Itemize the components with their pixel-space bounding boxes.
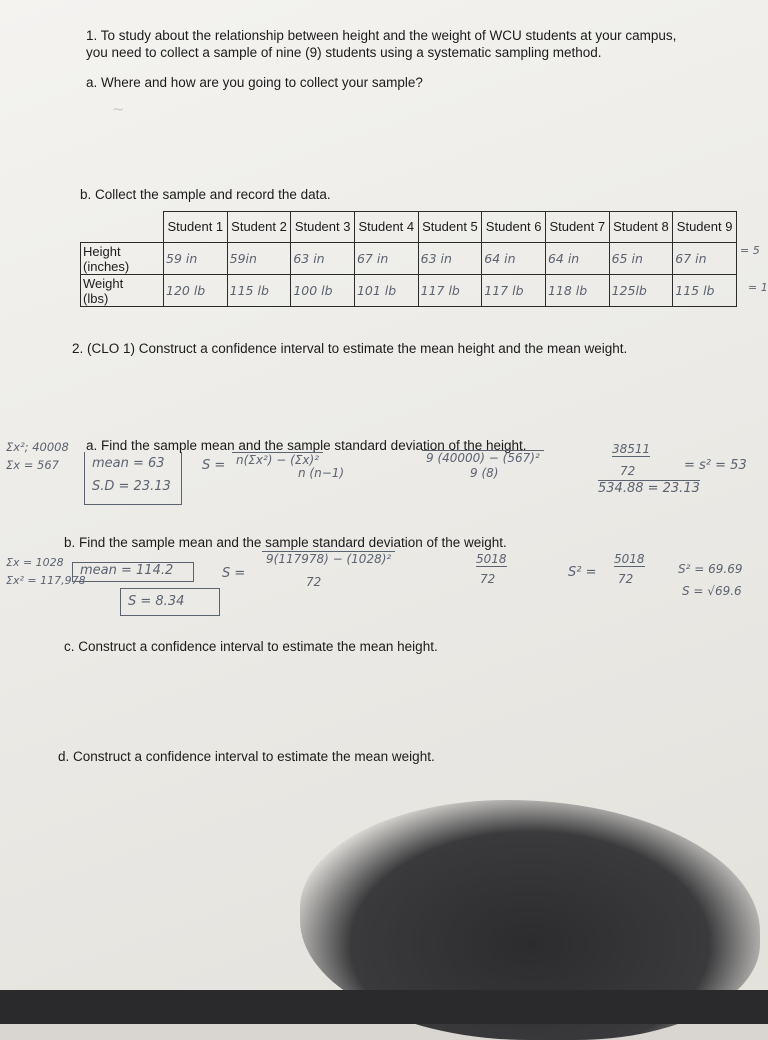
height-formula-num: n(Σx²) − (Σx)² xyxy=(232,452,323,467)
height-cell: 59 in xyxy=(164,243,228,275)
margin-note: = 1 xyxy=(748,281,768,294)
photo-edge xyxy=(0,990,768,1024)
height-sum: Σx = 567 xyxy=(6,458,59,472)
weight-cell: 117 lb xyxy=(418,275,482,307)
weight-cell: 117 lb xyxy=(482,275,546,307)
weight-sum-squares: Σx² = 117,978 xyxy=(6,574,86,587)
table-header-row xyxy=(81,212,737,243)
height-cell: 64 in xyxy=(545,243,609,275)
weight-cell: 120 lb xyxy=(164,275,228,307)
table-row xyxy=(81,243,737,275)
erased-scribble: ~ xyxy=(112,100,125,118)
table-header-cell: Student 4 xyxy=(354,212,418,243)
table-header-cell: Student 7 xyxy=(545,212,609,243)
weight-frac-den: 72 xyxy=(480,572,496,586)
height-variance: = s² = 53 xyxy=(684,458,747,473)
weight-cell: 101 lb xyxy=(354,275,418,307)
height-cell: 64 in xyxy=(482,243,546,275)
q1-part-a: a. Where and how are you going to collect your sample? xyxy=(86,75,423,90)
row-label-height: Height (inches) xyxy=(81,243,164,275)
table-header-cell: Student 3 xyxy=(291,212,355,243)
height-cell: 65 in xyxy=(609,243,673,275)
weight-cell: 115 lb xyxy=(673,275,737,307)
margin-note: = 5 xyxy=(740,244,760,257)
q2-part-a: a. Find the sample mean and the sample standard deviation of the height. xyxy=(86,438,527,453)
height-sum-squares: Σx²; 40008 xyxy=(6,440,69,454)
weight-cell: 100 lb xyxy=(291,275,355,307)
height-sd: S.D = 23.13 xyxy=(92,479,171,494)
height-mean: mean = 63 xyxy=(92,456,165,471)
weight-frac-num: 5018 xyxy=(476,552,507,566)
height-s-label: S = xyxy=(202,458,226,473)
height-cell: 59in xyxy=(227,243,291,275)
table-row xyxy=(81,275,737,307)
table-header-cell: Student 2 xyxy=(227,212,291,243)
height-formula-den: n (n−1) xyxy=(298,466,345,480)
q2-part-d: d. Construct a confidence interval to estimate the mean weight. xyxy=(58,749,435,764)
table-header-cell: Student 9 xyxy=(673,212,737,243)
q1-intro-line1: 1. To study about the relationship between height and the weight of WCU students at your campus, xyxy=(86,28,677,43)
height-frac-den: 72 xyxy=(620,464,636,478)
weight-s-sqrt: S = √69.6 xyxy=(682,584,742,598)
weight-cell: 118 lb xyxy=(545,275,609,307)
table-corner xyxy=(81,212,164,243)
weight-sd: S = 8.34 xyxy=(128,594,185,609)
weight-s-label: S = xyxy=(222,566,246,581)
height-sub-den: 9 (8) xyxy=(470,466,499,480)
weight-s2-den: 72 xyxy=(618,572,634,586)
weight-s2-label: S² = xyxy=(568,565,597,580)
row-label-weight: Weight (lbs) xyxy=(81,275,164,307)
height-frac-num: 38511 xyxy=(612,442,651,456)
height-cell: 67 in xyxy=(673,243,737,275)
weight-variance: S² = 69.69 xyxy=(678,562,743,576)
weight-s2-num: 5018 xyxy=(614,552,645,566)
height-sub-num: 9 (40000) − (567)² xyxy=(422,450,544,465)
table-header-cell: Student 1 xyxy=(164,212,228,243)
q2-part-c: c. Construct a confidence interval to estimate the mean height. xyxy=(64,639,438,654)
table-header-cell: Student 8 xyxy=(609,212,673,243)
weight-cell: 115 lb xyxy=(227,275,291,307)
weight-sub-num: 9(117978) − (1028)² xyxy=(262,551,395,566)
weight-sub-den: 72 xyxy=(306,575,322,589)
sample-data-table xyxy=(80,211,737,307)
weight-sum: Σx = 1028 xyxy=(6,556,64,569)
weight-cell: 125lb xyxy=(609,275,673,307)
q2-part-b: b. Find the sample mean and the sample standard deviation of the weight. xyxy=(64,535,507,550)
q2-title: 2. (CLO 1) Construct a confidence interval to estimate the mean height and the mean weight. xyxy=(72,341,628,356)
q1-intro-line2: you need to collect a sample of nine (9) students using a systematic sampling method. xyxy=(86,45,602,60)
table-header-cell: Student 6 xyxy=(482,212,546,243)
height-sqrt-result: 534.88 = 23.13 xyxy=(598,481,700,496)
height-cell: 63 in xyxy=(418,243,482,275)
height-cell: 67 in xyxy=(354,243,418,275)
height-cell: 63 in xyxy=(291,243,355,275)
weight-mean: mean = 114.2 xyxy=(80,563,174,578)
table-header-cell: Student 5 xyxy=(418,212,482,243)
q1-part-b: b. Collect the sample and record the data. xyxy=(80,187,331,202)
